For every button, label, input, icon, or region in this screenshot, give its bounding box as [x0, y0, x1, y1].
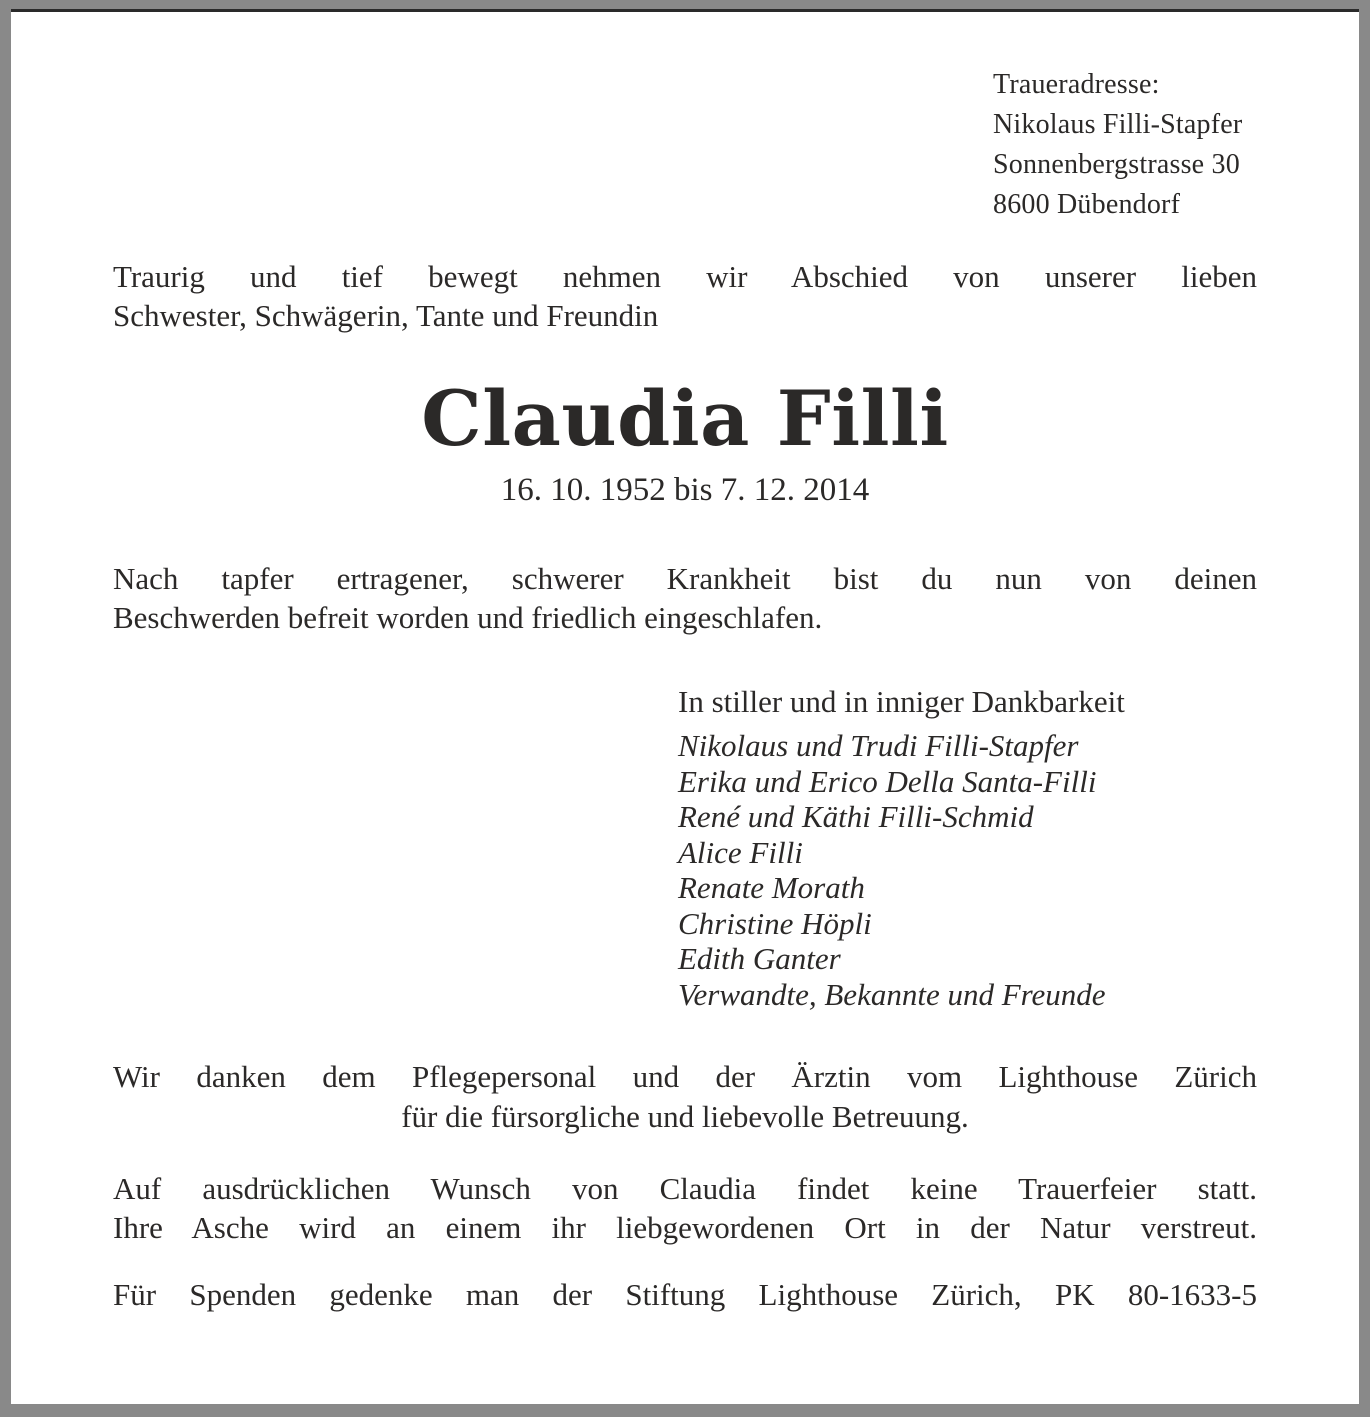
mourning-address-street: Sonnenbergstrasse 30 — [993, 149, 1240, 180]
thanks-paragraph — [113, 1057, 1257, 1137]
mourner-name: René und Käthi Filli-Schmid — [678, 799, 1034, 834]
mourner-name: Nikolaus und Trudi Filli-Stapfer — [678, 728, 1079, 763]
mourner-name: Alice Filli — [678, 834, 803, 870]
deceased-dates: 16. 10. 1952 bis 7. 12. 2014 — [500, 472, 870, 508]
mourner-name: Renate Morath — [678, 870, 865, 905]
mourner-name: Edith Ganter — [678, 941, 841, 976]
donation-note: Für Spenden gedenke man der Stiftung Lighthouse Zürich, PK 80-1633-5 — [113, 1277, 1257, 1312]
condolence-line-1: Nach tapfer ertragener, schwerer Krankheit bist du nun von deinen — [113, 561, 1257, 596]
mourner-name: Erika und Erico Della Santa-Filli — [678, 763, 1097, 799]
intro-line-2: Schwester, Schwägerin, Tante und Freundin — [113, 298, 659, 333]
condolence-paragraph — [113, 559, 1257, 637]
mourning-address-block — [993, 65, 1323, 225]
intro-line-1: Traurig und tief bewegt nehmen wir Abschied von unserer lieben — [113, 259, 1257, 294]
intro-paragraph — [113, 257, 1257, 335]
funeral-note-line-1: Auf ausdrücklichen Wunsch von Claudia findet keine Trauerfeier statt. — [113, 1171, 1257, 1206]
mourning-address-label: Traueradresse: — [993, 69, 1160, 100]
thanks-line-2: für die fürsorgliche und liebevolle Betreuung. — [401, 1099, 969, 1134]
mourning-address-city: 8600 Dübendorf — [993, 189, 1181, 220]
mourner-name: Christine Höpli — [678, 905, 872, 941]
funeral-note-paragraph — [113, 1169, 1257, 1247]
gratitude-block — [678, 684, 1298, 1012]
mourning-address-name: Nikolaus Filli-Stapfer — [993, 109, 1243, 140]
deceased-name: Claudia Filli — [421, 374, 949, 463]
funeral-note-line-2: Ihre Asche wird an einem ihr liebgewordenen Ort in der Natur verstreut. — [113, 1210, 1257, 1245]
gratitude-header: In stiller und in inniger Dankbarkeit — [678, 684, 1125, 719]
thanks-line-1: Wir danken dem Pflegepersonal und der Ärztin vom Lighthouse Zürich — [113, 1059, 1257, 1094]
obituary-page — [11, 9, 1359, 1404]
mourner-name: Verwandte, Bekannte und Freunde — [678, 976, 1106, 1012]
condolence-line-2: Beschwerden befreit worden und friedlich eingeschlafen. — [113, 600, 823, 635]
